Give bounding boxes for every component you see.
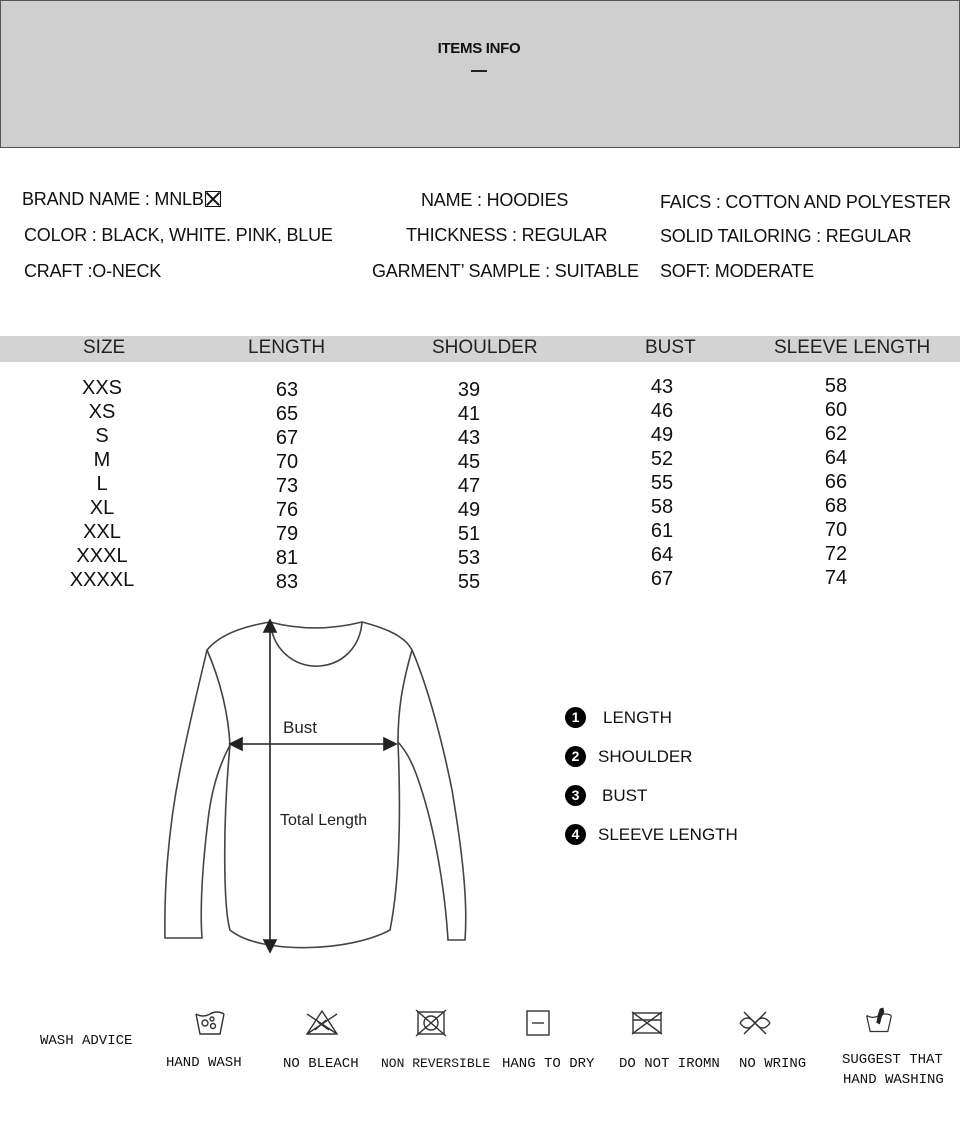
table-cell-shoulder: 55 (457, 571, 481, 593)
table-cell-size: XL (89, 497, 115, 519)
table-cell-length: 70 (275, 451, 299, 473)
sleeve-seam-right (398, 650, 412, 742)
no-wring-icon (738, 1008, 772, 1038)
wash-label-suggest-line1: SUGGEST THAT (842, 1052, 943, 1068)
table-cell-length: 81 (275, 547, 299, 569)
table-cell-bust: 52 (650, 448, 674, 470)
info-fabric: FAICS : COTTON AND POLYESTER (660, 192, 951, 212)
crossed-box-icon (205, 191, 221, 207)
bust-column (622, 375, 702, 591)
info-soft: SOFT: MODERATE (660, 261, 814, 281)
no-tumble-dry-icon (414, 1008, 448, 1038)
legend-item-shoulder (565, 746, 692, 767)
hand-wash-suggest-icon (862, 1005, 896, 1035)
bust-label: Bust (283, 718, 318, 737)
table-cell-bust: 46 (650, 400, 674, 422)
info-color: COLOR : BLACK, WHITE. PINK, BLUE (24, 225, 333, 245)
table-cell-size: XXXL (76, 545, 128, 567)
legend-number-badge: 4 (565, 824, 586, 845)
no-iron-icon (630, 1008, 664, 1038)
col-head-bust: BUST (645, 337, 696, 358)
col-head-length: LENGTH (248, 337, 326, 358)
table-cell-size: XS (88, 401, 116, 423)
table-cell-length: 63 (275, 379, 299, 401)
wash-label-suggest-line2: HAND WASHING (843, 1072, 944, 1088)
garment-diagram (150, 610, 480, 960)
info-name: NAME : HOODIES (421, 190, 569, 210)
table-cell-sleeve: 64 (824, 447, 848, 469)
table-cell-size: S (95, 425, 109, 447)
table-cell-sleeve: 60 (824, 399, 848, 421)
col-head-size: SIZE (83, 337, 126, 358)
table-cell-length: 79 (275, 523, 299, 545)
size-column (62, 376, 142, 592)
table-cell-shoulder: 43 (457, 427, 481, 449)
col-head-sleeve: SLEEVE LENGTH (774, 337, 931, 358)
table-cell-size: XXS (81, 377, 123, 399)
info-brand-text: BRAND NAME : MNLB (22, 189, 204, 209)
garment-outline (165, 622, 466, 948)
page-title: ITEMS INFO (437, 40, 521, 57)
table-cell-sleeve: 74 (824, 567, 848, 589)
table-cell-size: XXL (83, 521, 121, 543)
table-cell-sleeve: 72 (824, 543, 848, 565)
table-cell-shoulder: 39 (457, 379, 481, 401)
table-cell-sleeve: 66 (824, 471, 848, 493)
table-cell-length: 65 (275, 403, 299, 425)
table-cell-bust: 55 (650, 472, 674, 494)
table-cell-shoulder: 41 (457, 403, 481, 425)
legend-item-sleeve (565, 824, 738, 845)
no-bleach-icon (305, 1008, 339, 1038)
wash-advice-title: WASH ADVICE (40, 1033, 133, 1049)
legend-label: LENGTH (603, 707, 672, 727)
info-brand (22, 189, 221, 210)
table-cell-shoulder: 47 (457, 475, 481, 497)
table-cell-sleeve: 62 (824, 423, 848, 445)
sleeve-seam-left (207, 650, 230, 745)
legend-label: SLEEVE LENGTH (598, 824, 738, 844)
table-cell-length: 76 (275, 499, 299, 521)
legend-number-badge: 1 (565, 707, 586, 728)
table-cell-bust: 61 (650, 520, 674, 542)
table-cell-shoulder: 53 (457, 547, 481, 569)
table-cell-sleeve: 70 (824, 519, 848, 541)
wash-label-no-iron: DO NOT IROMN (619, 1056, 720, 1072)
table-cell-bust: 58 (650, 496, 674, 518)
legend-item-bust (565, 785, 647, 806)
shoulder-column (429, 378, 509, 594)
sleeve-column (796, 374, 876, 590)
table-cell-sleeve: 58 (824, 375, 848, 397)
table-cell-length: 83 (275, 571, 299, 593)
legend-item-length (565, 707, 672, 728)
wash-label-hand-wash: HAND WASH (166, 1055, 242, 1071)
length-arrow (264, 620, 276, 952)
legend-number-badge: 3 (565, 785, 586, 806)
table-cell-shoulder: 51 (457, 523, 481, 545)
table-cell-size: L (96, 473, 108, 495)
table-cell-sleeve: 68 (824, 495, 848, 517)
table-cell-length: 73 (275, 475, 299, 497)
info-garment: GARMENT’ SAMPLE : SUITABLE (372, 261, 639, 281)
col-head-shoulder: SHOULDER (432, 337, 538, 358)
hand-wash-icon (193, 1008, 227, 1038)
legend-number-badge: 2 (565, 746, 586, 767)
wash-label-no-bleach: NO BLEACH (283, 1056, 359, 1072)
total-length-label: Total Length (280, 812, 368, 829)
table-cell-shoulder: 45 (457, 451, 481, 473)
wash-label-non-reversible: NON REVERSIBLE (381, 1056, 491, 1071)
table-cell-bust: 49 (650, 424, 674, 446)
info-thickness: THICKNESS : REGULAR (406, 225, 608, 245)
table-cell-shoulder: 49 (457, 499, 481, 521)
length-column (247, 378, 327, 594)
table-cell-size: XXXXL (69, 569, 135, 591)
table-cell-size: M (93, 449, 111, 471)
table-cell-bust: 67 (650, 568, 674, 590)
legend-label: BUST (602, 785, 648, 805)
info-craft: CRAFT :O-NECK (24, 261, 162, 281)
header-banner (0, 0, 960, 148)
legend-label: SHOULDER (598, 746, 693, 766)
bust-arrow (230, 738, 396, 750)
table-cell-length: 67 (275, 427, 299, 449)
table-cell-bust: 43 (650, 376, 674, 398)
wash-label-hang-dry: HANG TO DRY (502, 1056, 595, 1072)
hang-dry-icon (521, 1008, 555, 1038)
info-tailoring: SOLID TAILORING : REGULAR (660, 226, 912, 246)
table-cell-bust: 64 (650, 544, 674, 566)
wash-label-no-wring: NO WRING (739, 1056, 807, 1072)
title-underline (471, 70, 487, 72)
